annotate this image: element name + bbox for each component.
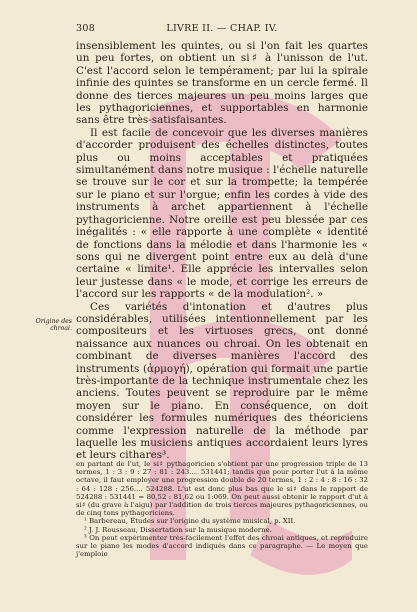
paragraph-1: insensiblement les quintes, ou si l'on fait les quartes un peu fortes, on obtient un si♯ à l'unisson de l'ut. C'est l'accord selon le tempérament; par lui la spirale infinie des quintes se transforme en un cercle fermé. Il donne des tierces majeures un peu moins larges que les pythagoriciennes, et supportables en harmonie sans être très-satisfaisantes.	[76, 40, 368, 127]
paragraph-3: Ces variétés d'intonation et d'autres plus considérables, utilisées intentionnellement par les compositeurs et les virtuoses grecs, ont donné naissance aux nuances ou chroai. On les obtenait en combinant de diverses manières l'accord des instruments (ἁρμογή), opération qui formait une partie très-importante de la technique instrumentale chez les anciens. Toutes peuvent se reproduire par le même moyen sur le piano. En conséquence, on doit considérer les formules numériques des théoriciens comme l'expression naturelle de la méthode par laquelle les musiciens antiques accordaient leurs lyres et leurs cithares³.	[76, 300, 368, 462]
footnote-2: ² J. J. Rousseau, Dissertation sur la musique moderne.	[84, 525, 272, 534]
running-title: LIVRE II. — CHAP. IV.	[166, 23, 278, 34]
main-text	[76, 40, 368, 462]
paragraph-2: Il est facile de concevoir que les diverses manières d'accorder produisent des échelles distinctes, toutes plus ou moins acceptables et pratiquées simultanément dans notre musique : l'échelle naturelle se trouve sur le cor et sur la trompette; la tempérée sur le piano et sur l'orgue; enfin les cordes à vide des instruments à archet appartiennent à l'échelle pythagoricienne. Notre oreille est peu blessée par ces inégalités : « elle rapporte à une complète « identité de fonctions dans la mélodie et dans l'harmonie les « sons qui ne divergent point entre eux au delà d'une certaine « limite¹. Elle apprécie les intervalles selon leur justesse dans « le mode, et corrige les erreurs de l'accord sur les rapports « de la modulation². »	[76, 126, 368, 301]
margin-note: Origine des chroai.	[35, 318, 72, 332]
footnote-continued: en partant de l'ut, le si♯ pythagoricien s'obtient par une progression triple de 13 termes, 1 : 3 : 9 : 27 : 81 : 243.... 531441; tandis que pour porter l'ut à la même octave, il faut employer une progression double de 20 termes, 1 : 2 : 4 : 8 : 16 : 32 : 64 : 128 : 256.... 524288. L'ut est donc plus bas que le si♯ dans le rapport de 524288 : 531441 = 80,52 : 81,62 ou 1:069. On peut aussi obtenir le rapport d'ut à si♯ (du grave à l'aigu) par l'addition de trois tierces majeures pythagoriciennes, ou de cinq tons pythagoriciens.	[76, 460, 368, 518]
running-header	[76, 23, 368, 35]
footnote-1: ¹ Barbereau, Études sur l'origine du système musical, p. XII.	[84, 517, 296, 526]
footnote-3: ³ On peut expérimenter très-facilement l'effet des chroai antiques, et reproduire sur le piano les modes d'accord indiqués dans ce paragraphe. — Le moyen que j'emploie	[76, 533, 368, 559]
page-number: 308	[76, 23, 96, 34]
footnote-separator	[76, 454, 368, 455]
footnotes	[76, 460, 368, 558]
